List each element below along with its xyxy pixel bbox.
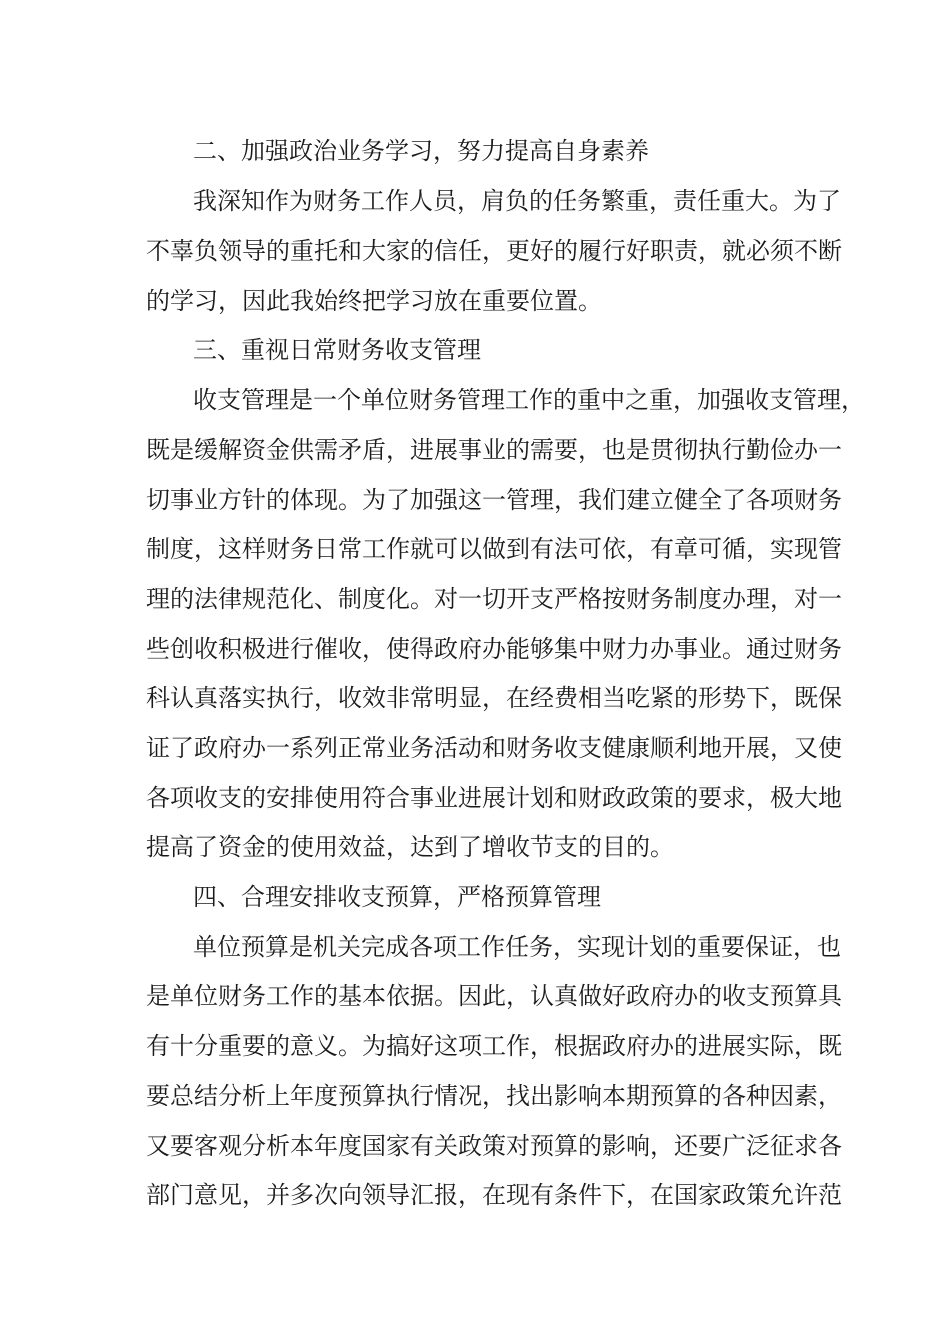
paragraph-line: 的学习，因此我始终把学习放在重要位置。 [146,287,602,315]
paragraph-line: 收支管理是一个单位财务管理工作的重中之重，加强收支管理， [193,386,865,414]
paragraph-line: 不辜负领导的重托和大家的信任，更好的履行好职责，就必须不断 [146,237,842,265]
paragraph-line: 提高了资金的使用效益，达到了增收节支的目的。 [146,833,674,861]
section-heading-3: 三、重视日常财务收支管理 [193,336,481,364]
section-heading-4: 四、合理安排收支预算，严格预算管理 [193,883,601,911]
section-heading-2: 二、加强政治业务学习，努力提高自身素养 [193,137,649,165]
paragraph-line: 制度，这样财务日常工作就可以做到有法可依，有章可循，实现管 [146,535,842,563]
paragraph-line: 部门意见，并多次向领导汇报，在现有条件下，在国家政策允许范 [146,1181,842,1209]
paragraph-line: 既是缓解资金供需矛盾，进展事业的需要，也是贯彻执行勤俭办一 [146,436,842,464]
paragraph-line: 理的法律规范化、制度化。对一切开支严格按财务制度办理，对一 [146,585,842,613]
paragraph-line: 证了政府办一系列正常业务活动和财务收支健康顺利地开展，又使 [146,734,842,762]
paragraph-line: 各项收支的安排使用符合事业进展计划和财政政策的要求，极大地 [146,784,842,812]
paragraph-line: 科认真落实执行，收效非常明显，在经费相当吃紧的形势下，既保 [146,684,842,712]
paragraph-line: 我深知作为财务工作人员，肩负的任务繁重，责任重大。为了 [193,187,841,215]
paragraph-line: 些创收积极进行催收，使得政府办能够集中财力办事业。通过财务 [146,635,842,663]
paragraph-line: 要总结分析上年度预算执行情况，找出影响本期预算的各种因素， [146,1082,842,1110]
paragraph-line: 是单位财务工作的基本依据。因此，认真做好政府办的收支预算具 [146,982,842,1010]
paragraph-line: 切事业方针的体现。为了加强这一管理，我们建立健全了各项财务 [146,486,842,514]
paragraph-line: 单位预算是机关完成各项工作任务，实现计划的重要保证，也 [193,933,841,961]
paragraph-line: 又要客观分析本年度国家有关政策对预算的影响，还要广泛征求各 [146,1132,842,1160]
paragraph-line: 有十分重要的意义。为搞好这项工作，根据政府办的进展实际，既 [146,1032,842,1060]
